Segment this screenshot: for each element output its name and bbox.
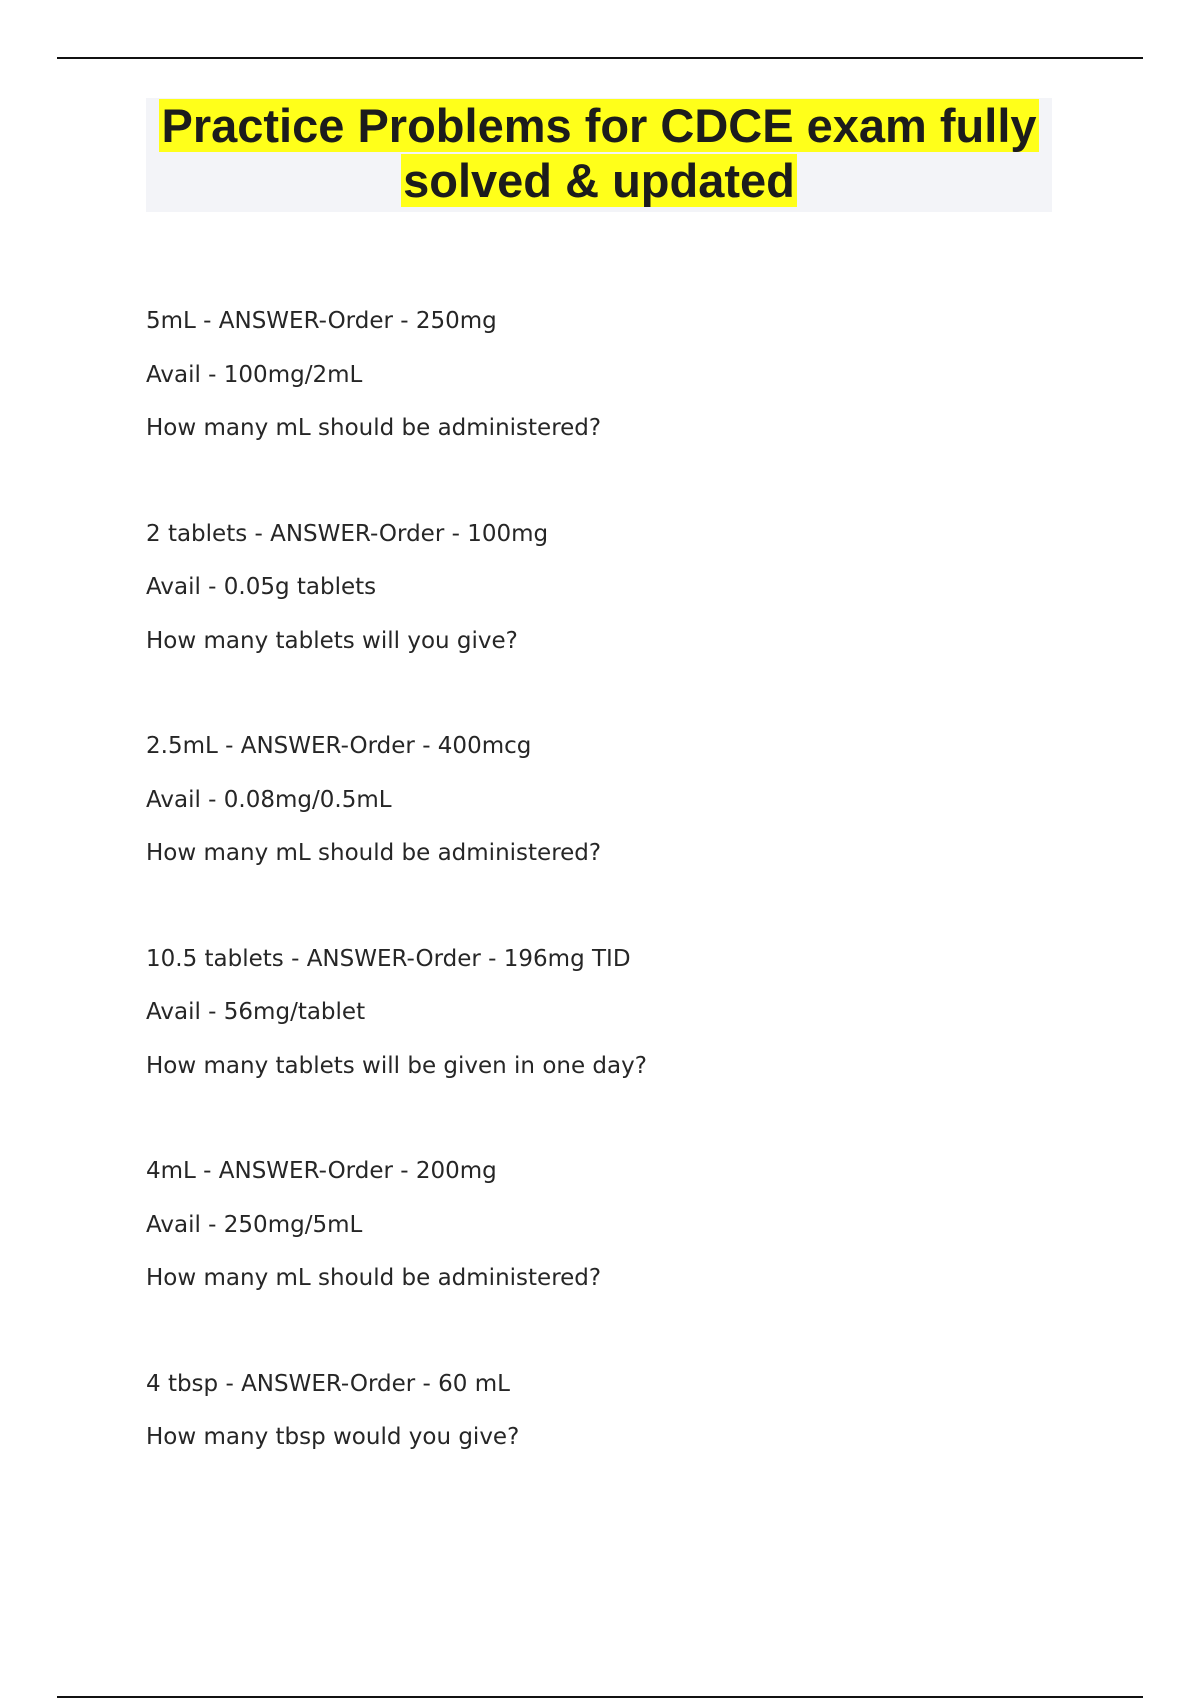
title-line-1 xyxy=(146,98,1052,153)
problem-3 xyxy=(146,720,1106,881)
top-rule xyxy=(57,57,1143,59)
bottom-rule xyxy=(57,1696,1143,1698)
problem-6 xyxy=(146,1358,1106,1465)
problem-5 xyxy=(146,1145,1106,1306)
problem-1 xyxy=(146,295,1106,456)
problem-2 xyxy=(146,508,1106,669)
problem-available-line: Avail - 0.08mg/0.5mL xyxy=(146,786,392,813)
problem-question-line: How many tbsp would you give? xyxy=(146,1424,520,1450)
problem-answer-line: 2.5mL - ANSWER-Order - 400mcg xyxy=(146,733,532,759)
problem-available-line: Avail - 0.05g tablets xyxy=(146,574,377,600)
problem-question-line: How many mL should be administered? xyxy=(146,840,602,866)
problem-available-line: Avail - 250mg/5mL xyxy=(146,1211,363,1238)
problem-answer-line: 2 tablets - ANSWER-Order - 100mg xyxy=(146,520,549,547)
problem-list xyxy=(146,295,1106,1517)
title-line-1-text: Practice Problems for CDCE exam fully xyxy=(161,99,1037,152)
title-line-2-text: solved & updated xyxy=(403,154,795,207)
problem-question-line: How many tablets will be given in one day? xyxy=(146,1052,647,1079)
title-line-2 xyxy=(146,153,1052,208)
problem-answer-line: 4mL - ANSWER-Order - 200mg xyxy=(146,1158,497,1184)
problem-answer-line: 10.5 tablets - ANSWER-Order - 196mg TID xyxy=(146,945,631,972)
problem-question-line: How many tablets will you give? xyxy=(146,627,518,654)
problem-answer-line: 5mL - ANSWER-Order - 250mg xyxy=(146,308,497,334)
problem-answer-line: 4 tbsp - ANSWER-Order - 60 mL xyxy=(146,1370,510,1397)
document-title xyxy=(146,98,1052,212)
problem-available-line: Avail - 56mg/tablet xyxy=(146,999,366,1025)
problem-4 xyxy=(146,933,1106,1094)
problem-question-line: How many mL should be administered? xyxy=(146,1265,602,1291)
problem-question-line: How many mL should be administered? xyxy=(146,415,602,441)
problem-available-line: Avail - 100mg/2mL xyxy=(146,361,363,388)
